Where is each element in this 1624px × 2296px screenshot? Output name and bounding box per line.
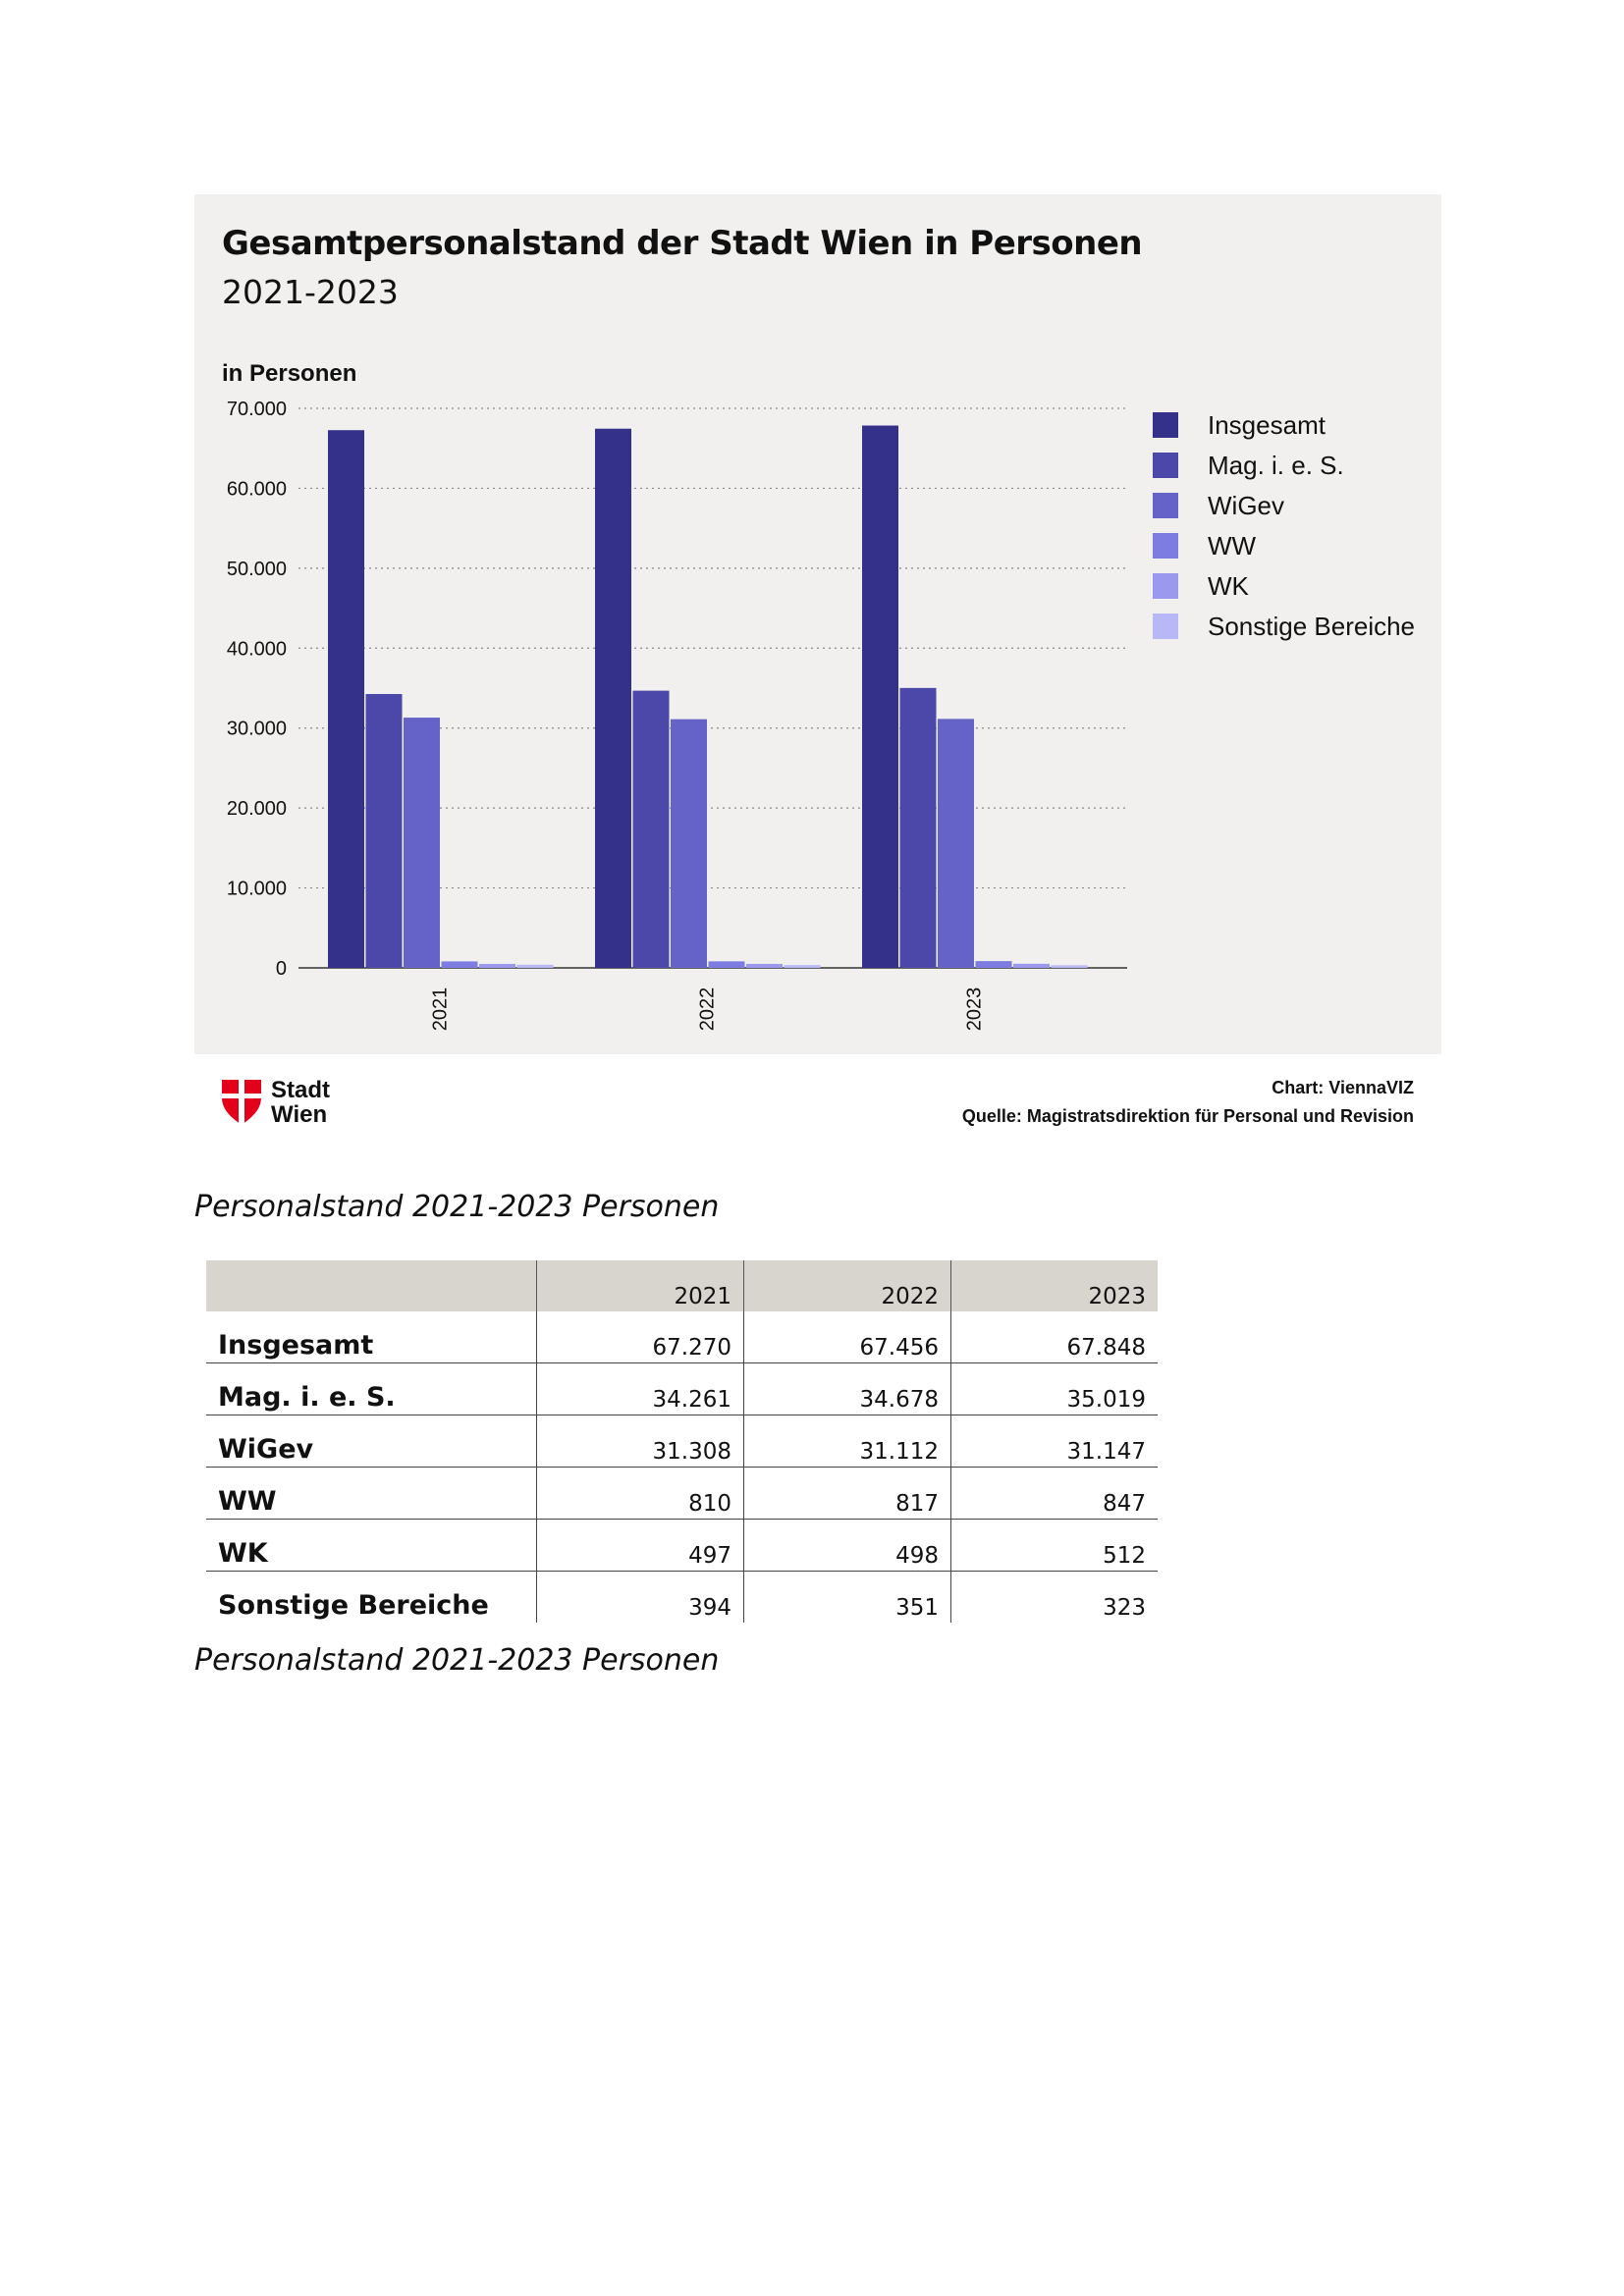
legend-label: Mag. i. e. S. <box>1208 451 1344 480</box>
bar <box>671 720 707 968</box>
bar <box>517 965 554 968</box>
table-row <box>206 1415 1158 1468</box>
wien-shield-icon <box>222 1080 261 1125</box>
credit-source: Quelle: Magistratsdirektion für Personal und Revision <box>961 1106 1414 1126</box>
x-tick-label: 2021 <box>429 987 452 1032</box>
y-tick-label: 60.000 <box>226 478 287 501</box>
bar <box>633 691 670 968</box>
table-cell: 67.456 <box>744 1311 951 1363</box>
table-cell: 34.678 <box>744 1363 951 1415</box>
shield-cross-h <box>222 1094 261 1098</box>
legend-label: WW <box>1208 531 1257 561</box>
y-tick-label: 0 <box>275 958 287 980</box>
legend-label: Insgesamt <box>1208 410 1326 440</box>
table-row <box>206 1520 1158 1572</box>
bar <box>785 965 821 968</box>
shield-cross-v <box>239 1080 244 1125</box>
table-cell: 847 <box>951 1468 1159 1520</box>
legend-swatch <box>1153 453 1178 478</box>
table-row <box>206 1311 1158 1363</box>
x-tick-label: 2022 <box>696 987 719 1032</box>
table-header-cell: 2022 <box>744 1260 951 1311</box>
bar <box>366 694 403 968</box>
y-tick-label: 40.000 <box>226 638 287 661</box>
bar <box>976 961 1012 968</box>
table-cell: 31.112 <box>744 1415 951 1468</box>
legend-label: WiGev <box>1208 491 1284 520</box>
bar <box>328 430 364 968</box>
table-cell: 31.308 <box>537 1415 744 1468</box>
legend-label: WK <box>1208 571 1249 601</box>
row-label: Insgesamt <box>206 1311 537 1363</box>
bar <box>442 961 478 968</box>
bar <box>938 719 974 968</box>
table-header-row <box>206 1260 1158 1311</box>
y-tick-label: 20.000 <box>226 798 287 821</box>
table-header-corner <box>206 1260 537 1311</box>
bar <box>479 964 515 968</box>
credit-chart: Chart: ViennaVIZ <box>1272 1078 1414 1097</box>
y-tick-label: 50.000 <box>226 558 287 580</box>
legend-swatch <box>1153 533 1178 559</box>
bar <box>404 718 440 968</box>
logo-line-1: Stadt <box>271 1077 330 1103</box>
table-cell: 497 <box>537 1520 744 1572</box>
legend-swatch <box>1153 412 1178 438</box>
chart-title: Gesamtpersonalstand der Stadt Wien in Personen <box>222 224 1143 263</box>
table-cell: 351 <box>744 1572 951 1624</box>
y-tick-label: 30.000 <box>226 718 287 740</box>
table-cell: 817 <box>744 1468 951 1520</box>
row-label: Sonstige Bereiche <box>218 1590 489 1621</box>
legend-swatch <box>1153 573 1178 599</box>
table-cell: 512 <box>951 1520 1159 1572</box>
table-row <box>206 1468 1158 1520</box>
bar <box>900 688 937 968</box>
chart-panel <box>194 194 1441 1054</box>
table-header-cell: 2023 <box>951 1260 1159 1311</box>
legend-swatch <box>1153 493 1178 518</box>
bar <box>595 429 631 968</box>
legend-label: Sonstige Bereiche <box>1208 612 1416 641</box>
table-cell: 67.270 <box>537 1311 744 1363</box>
y-axis-label: in Personen <box>222 360 357 387</box>
bar <box>1013 964 1050 968</box>
row-label: Mag. i. e. S. <box>206 1363 537 1415</box>
table-cell: 810 <box>537 1468 744 1520</box>
logo-text <box>271 1078 330 1127</box>
table-cell: 394 <box>537 1572 744 1624</box>
table-caption-bottom: Personalstand 2021-2023 Personen <box>194 1643 720 1678</box>
legend-swatch <box>1153 614 1178 639</box>
table-cell: 323 <box>951 1572 1159 1624</box>
bar <box>746 964 783 968</box>
logo-line-2: Wien <box>271 1101 328 1128</box>
bar <box>1052 965 1088 968</box>
x-tick-label: 2023 <box>963 987 986 1032</box>
table-cell: 31.147 <box>951 1415 1159 1468</box>
table-row <box>206 1363 1158 1415</box>
bar <box>709 961 745 968</box>
stadt-wien-logo <box>222 1077 330 1130</box>
table-row <box>206 1572 1158 1624</box>
y-tick-label: 70.000 <box>226 399 287 420</box>
row-label: WW <box>206 1468 537 1520</box>
table-cell: 67.848 <box>951 1311 1159 1363</box>
table-cell: 34.261 <box>537 1363 744 1415</box>
table-caption-top: Personalstand 2021-2023 Personen <box>194 1190 720 1224</box>
row-label: WiGev <box>206 1415 537 1468</box>
table-cell: 35.019 <box>951 1363 1159 1415</box>
bar <box>862 426 898 968</box>
bar-chart <box>194 194 1441 1054</box>
chart-subtitle: 2021-2023 <box>222 273 399 311</box>
table-cell: 498 <box>744 1520 951 1572</box>
row-label: WK <box>206 1520 537 1572</box>
table-header-cell: 2021 <box>537 1260 744 1311</box>
y-tick-label: 10.000 <box>226 878 287 900</box>
data-table <box>206 1260 1158 1623</box>
